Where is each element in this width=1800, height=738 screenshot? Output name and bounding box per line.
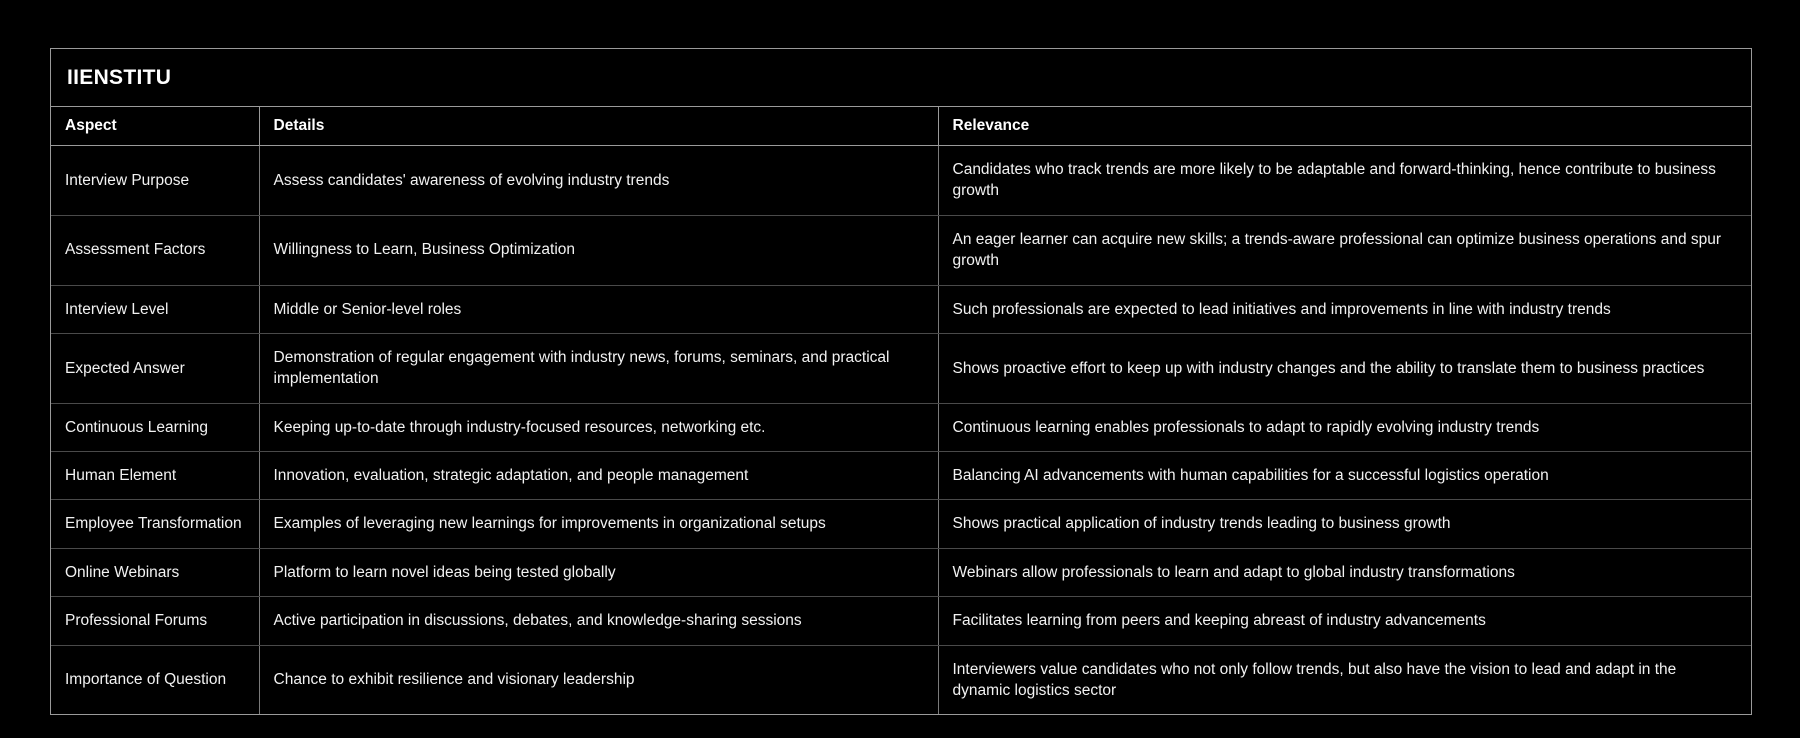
column-header-details: Details bbox=[259, 107, 938, 146]
cell-details: Willingness to Learn, Business Optimization bbox=[259, 215, 938, 285]
page-title: IIENSTITU bbox=[67, 65, 172, 89]
cell-aspect: Employee Transformation bbox=[51, 500, 259, 548]
cell-details: Innovation, evaluation, strategic adaptation, and people management bbox=[259, 452, 938, 500]
cell-relevance: An eager learner can acquire new skills; a trends-aware professional can optimize business operations and spur growth bbox=[938, 215, 1751, 285]
table-header bbox=[51, 107, 1751, 146]
table-row bbox=[51, 333, 1751, 403]
cell-details: Demonstration of regular engagement with industry news, forums, seminars, and practical implementation bbox=[259, 333, 938, 403]
table-row bbox=[51, 146, 1751, 216]
table-row bbox=[51, 645, 1751, 714]
cell-aspect: Interview Level bbox=[51, 285, 259, 333]
cell-details: Active participation in discussions, debates, and knowledge-sharing sessions bbox=[259, 597, 938, 645]
column-header-relevance: Relevance bbox=[938, 107, 1751, 146]
table-row bbox=[51, 548, 1751, 596]
column-header-aspect: Aspect bbox=[51, 107, 259, 146]
table-body bbox=[51, 146, 1751, 715]
document-title-bar bbox=[51, 49, 1751, 107]
cell-aspect: Professional Forums bbox=[51, 597, 259, 645]
cell-relevance: Shows proactive effort to keep up with industry changes and the ability to translate them to business practices bbox=[938, 333, 1751, 403]
cell-details: Middle or Senior-level roles bbox=[259, 285, 938, 333]
cell-relevance: Shows practical application of industry trends leading to business growth bbox=[938, 500, 1751, 548]
cell-relevance: Candidates who track trends are more likely to be adaptable and forward-thinking, hence contribute to business growth bbox=[938, 146, 1751, 216]
cell-details: Assess candidates' awareness of evolving industry trends bbox=[259, 146, 938, 216]
cell-details: Chance to exhibit resilience and visionary leadership bbox=[259, 645, 938, 714]
cell-relevance: Webinars allow professionals to learn and adapt to global industry transformations bbox=[938, 548, 1751, 596]
cell-relevance: Balancing AI advancements with human capabilities for a successful logistics operation bbox=[938, 452, 1751, 500]
cell-details: Keeping up-to-date through industry-focused resources, networking etc. bbox=[259, 403, 938, 451]
cell-relevance: Continuous learning enables professionals to adapt to rapidly evolving industry trends bbox=[938, 403, 1751, 451]
table-row bbox=[51, 215, 1751, 285]
cell-details: Examples of leveraging new learnings for improvements in organizational setups bbox=[259, 500, 938, 548]
cell-aspect: Human Element bbox=[51, 452, 259, 500]
table-row bbox=[51, 597, 1751, 645]
cell-aspect: Assessment Factors bbox=[51, 215, 259, 285]
cell-relevance: Interviewers value candidates who not only follow trends, but also have the vision to lead and adapt in the dynamic logistics sector bbox=[938, 645, 1751, 714]
table-row bbox=[51, 285, 1751, 333]
table-header-row bbox=[51, 107, 1751, 146]
cell-aspect: Expected Answer bbox=[51, 333, 259, 403]
table-row bbox=[51, 403, 1751, 451]
cell-aspect: Interview Purpose bbox=[51, 146, 259, 216]
table-row bbox=[51, 500, 1751, 548]
document-table-container bbox=[50, 48, 1752, 715]
cell-aspect: Continuous Learning bbox=[51, 403, 259, 451]
table-row bbox=[51, 452, 1751, 500]
cell-relevance: Such professionals are expected to lead initiatives and improvements in line with industry trends bbox=[938, 285, 1751, 333]
cell-relevance: Facilitates learning from peers and keeping abreast of industry advancements bbox=[938, 597, 1751, 645]
cell-aspect: Importance of Question bbox=[51, 645, 259, 714]
cell-aspect: Online Webinars bbox=[51, 548, 259, 596]
cell-details: Platform to learn novel ideas being tested globally bbox=[259, 548, 938, 596]
data-table bbox=[51, 107, 1751, 714]
